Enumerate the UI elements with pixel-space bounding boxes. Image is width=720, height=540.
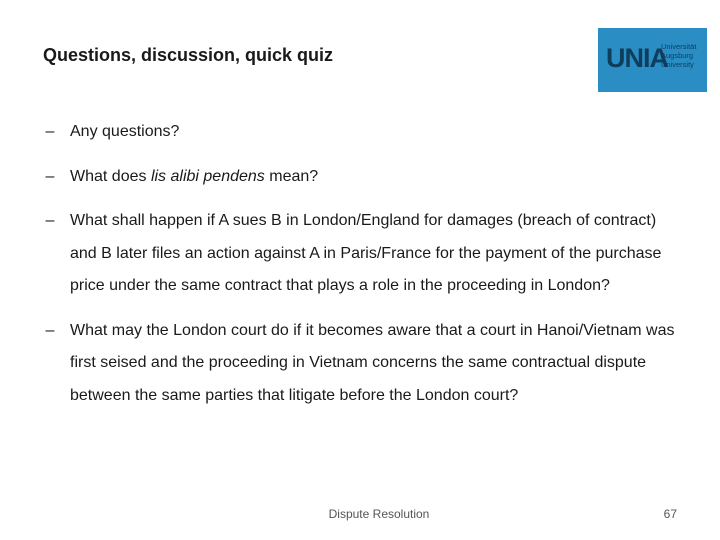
bullet-text: mean? [264, 167, 319, 185]
bullet-text: Any questions? [70, 123, 180, 140]
bullet-item [43, 116, 683, 149]
page-number: 67 [663, 507, 677, 521]
footer-title: Dispute Resolution [328, 507, 430, 521]
bullet-text: What may the London court do if it becomes aware that a court in Hanoi/Vietnam was first seised and the proceeding in Vietnam concerns the same contractual dispute between the same parties that litigate before the London court? [70, 321, 675, 404]
logo-text [661, 42, 705, 69]
university-logo [598, 28, 707, 92]
bullet-dash-icon: – [45, 167, 55, 185]
bullet-dash-icon: – [45, 123, 55, 140]
bullet-dash-icon: – [45, 321, 55, 339]
bullet-text: What does [70, 167, 151, 185]
logo-line: Universität [661, 42, 697, 51]
bullet-list [43, 116, 683, 424]
slide-title: Questions, discussion, quick quiz [43, 45, 334, 65]
logo-mark: UNIA [606, 43, 668, 73]
bullet-text-italic: lis alibi pendens [150, 167, 265, 185]
bullet-item [43, 315, 683, 413]
logo-line: University [661, 60, 694, 69]
bullet-item [43, 205, 683, 303]
logo-line: Augsburg [661, 51, 694, 60]
bullet-text: What shall happen if A sues B in London/England for damages (breach of contract) and B later files an action against A in Paris/France for the payment of the purchase price under the same contract that plays a role in the proceeding in London? [70, 212, 662, 294]
bullet-item [43, 161, 683, 194]
bullet-dash-icon: – [45, 212, 55, 229]
